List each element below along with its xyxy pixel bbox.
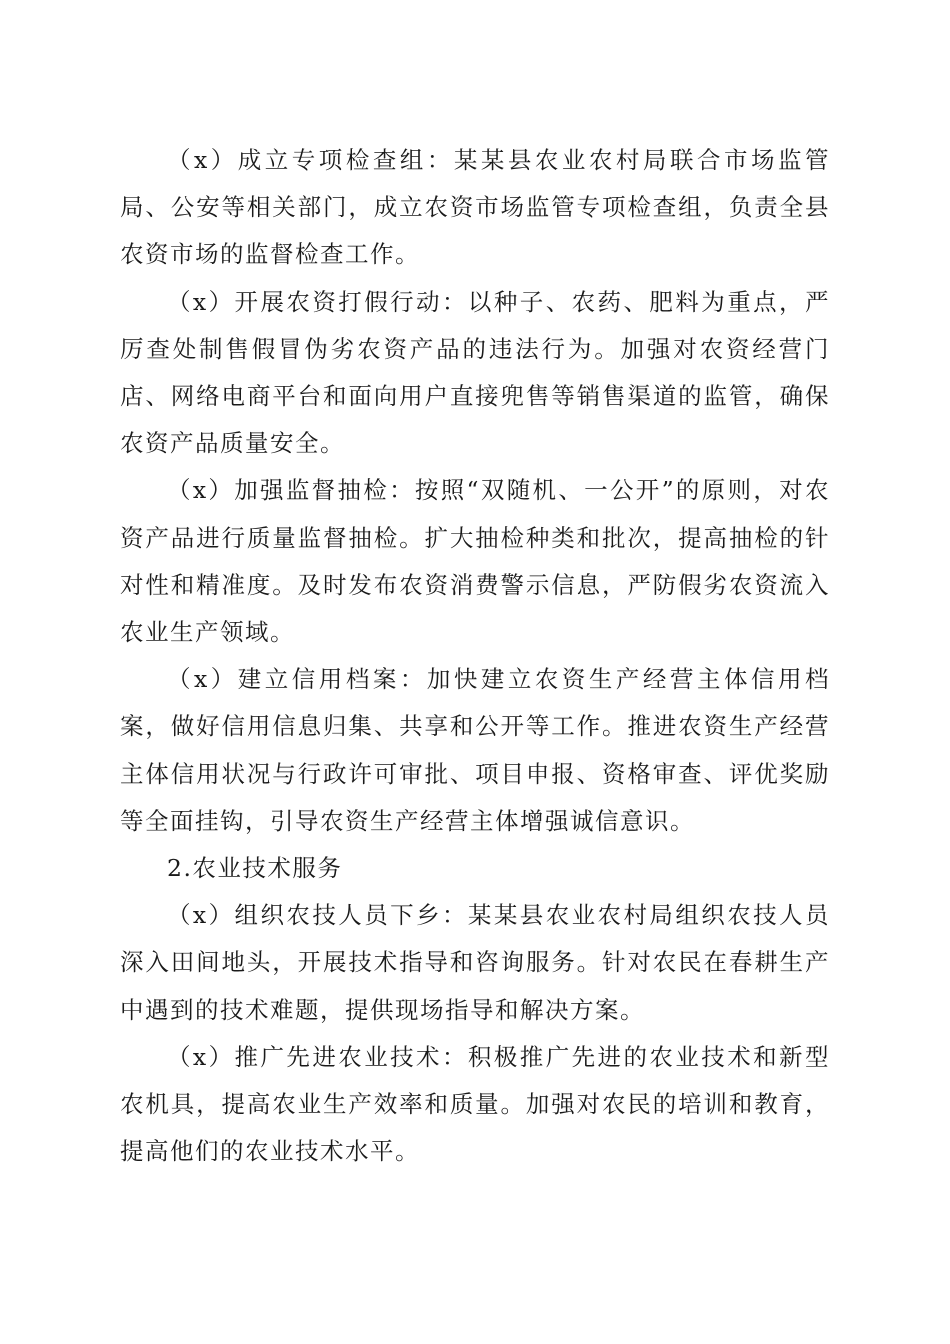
section-heading: 2.农业技术服务 bbox=[167, 854, 343, 883]
paragraph-credit-records: （x）建立信用档案：加快建立农资生产经营主体信用档案，做好信用信息归集、共享和公开等工作。推进农资生产经营主体信用状况与行政许可审批、项目申报、资格审查、评优奖励等全面挂钩，引导农资生产经营主体增强诚信意识。 bbox=[120, 665, 830, 835]
paragraph-technicians: （x）组织农技人员下乡：某某县农业农村局组织农技人员深入田间地头，开展技术指导和咨询服务。针对农民在春耕生产中遇到的技术难题，提供现场指导和解决方案。 bbox=[120, 901, 830, 1024]
paragraph-inspection-team: （x）成立专项检查组：某某县农业农村局联合市场监管局、公安等相关部门，成立农资市场监管专项检查组，负责全县农资市场的监督检查工作。 bbox=[120, 146, 830, 269]
document-body bbox=[120, 137, 830, 1175]
paragraph-sampling-inspection: （x）加强监督抽检：按照“双随机、一公开”的原则，对农资产品进行质量监督抽检。扩大抽检种类和批次，提高抽检的针对性和精准度。及时发布农资消费警示信息，严防假劣农资流入农业生产领域。 bbox=[120, 476, 830, 647]
paragraph-advanced-tech: （x）推广先进农业技术：积极推广先进的农业技术和新型农机具，提高农业生产效率和质量。加强对农民的培训和教育，提高他们的农业技术水平。 bbox=[120, 1042, 830, 1166]
paragraph-anti-counterfeit: （x）开展农资打假行动：以种子、农药、肥料为重点，严厉查处制售假冒伪劣农资产品的违法行为。加强对农资经营门店、网络电商平台和面向用户直接兜售等销售渠道的监管，确保农资产品质量安全。 bbox=[120, 287, 830, 458]
